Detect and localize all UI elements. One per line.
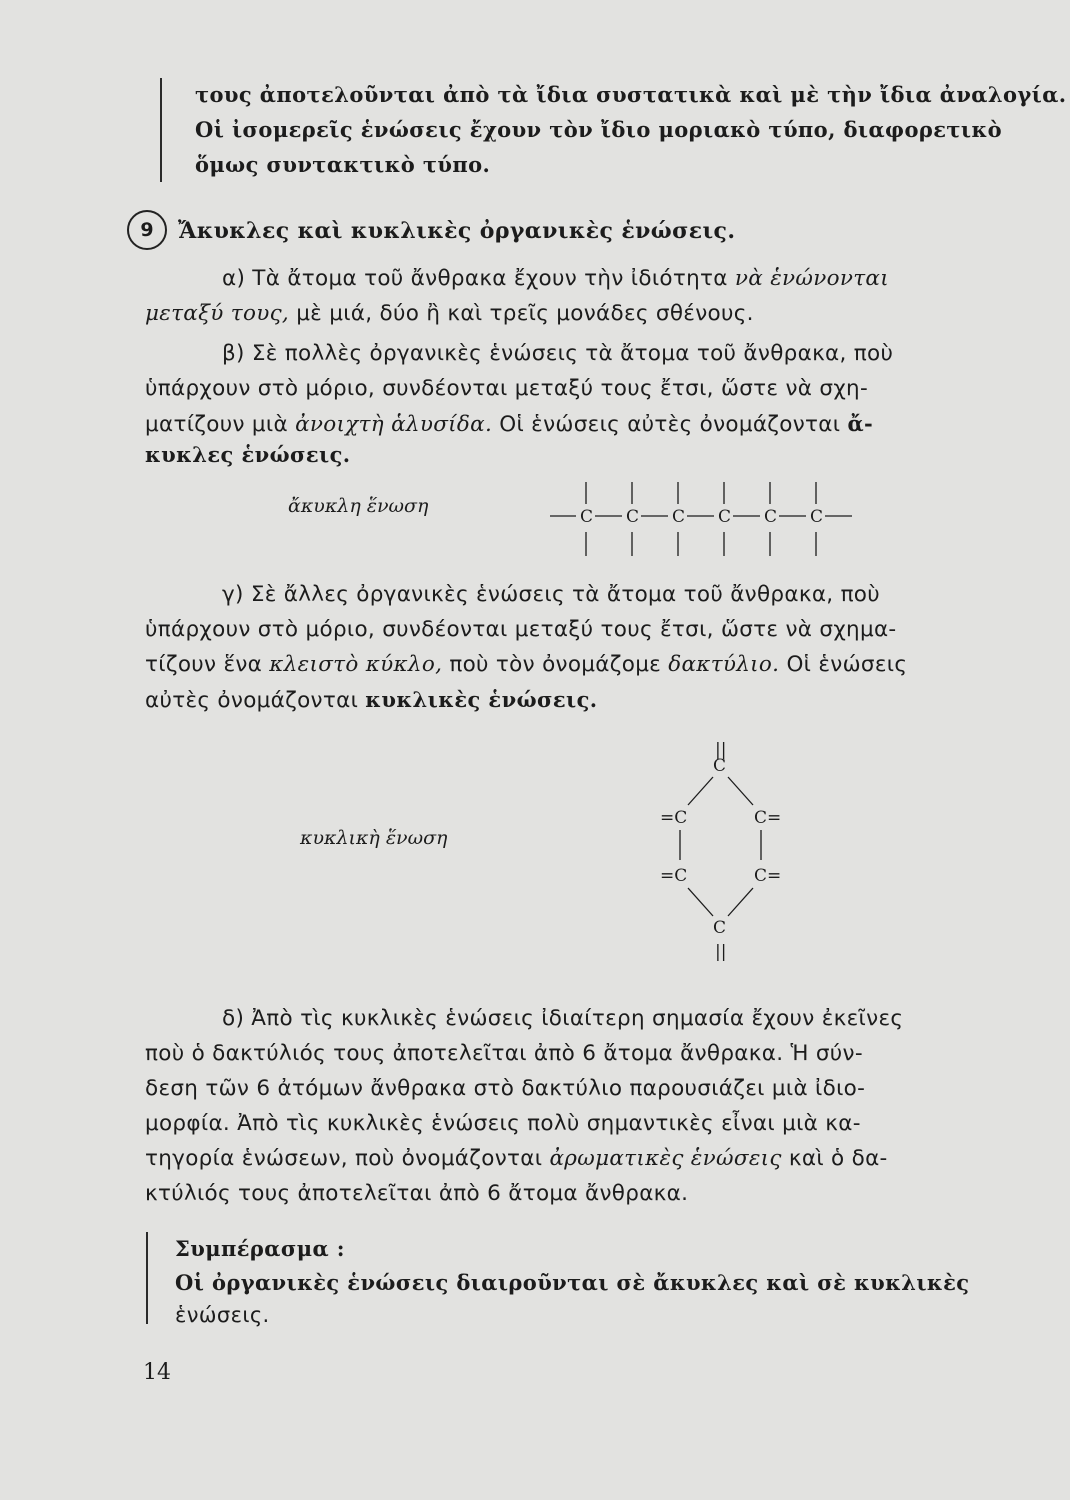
cyclic-label: κυκλικὴ ἕνωση <box>300 827 448 849</box>
top-box-line-1: τους ἀποτελοῦνται ἀπὸ τὰ ἴδια συστατικὰ καὶ μὲ τὴν ἴδια ἀναλογία. <box>195 82 1067 107</box>
acyclic-chain-diagram <box>540 470 860 565</box>
ring-bottom-double-bond: || <box>715 942 727 962</box>
para-c-italic: κλειστὸ κύκλο, <box>269 652 443 677</box>
ring-top-double-bond: || <box>715 740 727 760</box>
chain-atom-c: C <box>672 507 686 527</box>
para-d-line-1: δ) Ἀπὸ τὶς κυκλικὲς ἑνώσεις ἰδιαίτερη σημασία ἔχουν ἐκεῖνες <box>222 1006 904 1031</box>
para-c-text-4: αὐτὲς ὀνομάζονται <box>145 688 359 713</box>
chain-atom-c: C <box>810 507 824 527</box>
para-c-italic-2: δακτύλιο. <box>668 652 780 677</box>
para-a-line-1 <box>222 262 889 296</box>
ring-atom-upper-right: C= <box>754 808 782 828</box>
para-d-line-6: κτύλιός τους ἀποτελεῖται ἀπὸ 6 ἄτομα ἄνθρακα. <box>145 1181 689 1206</box>
para-c-line-4 <box>145 683 597 718</box>
ring-bond-top-right <box>728 777 753 805</box>
ring-atom-bottom: C <box>713 918 727 938</box>
para-c-line-2: ὑπάρχουν στὸ μόριο, συνδέονται μεταξύ τους ἔτσι, ὥστε νὰ σχημα- <box>145 617 897 642</box>
para-b-line-4: κυκλες ἑνώσεις. <box>145 442 351 467</box>
ring-bond-top-left <box>688 777 713 805</box>
para-a-text-2: μὲ μιά, δύο ἢ καὶ τρεῖς μονάδες σθένους. <box>296 301 754 326</box>
para-c-text-2: ποὺ τὸν ὀνομάζομε <box>449 652 662 677</box>
para-a-italic: νὰ ἑνώνονται <box>734 266 889 291</box>
para-d-italic: ἀρωματικὲς ἑνώσεις <box>549 1146 782 1171</box>
top-margin-rule <box>160 78 162 182</box>
section-title: Ἄκυκλες καὶ κυκλικὲς ὀργανικὲς ἑνώσεις. <box>178 218 736 244</box>
conclusion-heading: Συμπέρασμα : <box>175 1236 345 1261</box>
ring-atom-lower-left: =C <box>660 866 688 886</box>
para-b-text-2: Οἱ ἑνώσεις αὐτὲς ὀνομάζονται <box>499 412 841 437</box>
para-d-text: τηγορία ἑνώσεων, ποὺ ὀνομάζονται <box>145 1146 543 1171</box>
para-c-bold: κυκλικὲς ἑνώσεις. <box>365 687 598 712</box>
para-c-line-3 <box>145 648 907 682</box>
para-c-text-3: Οἱ ἑνώσεις <box>786 652 908 677</box>
para-d-line-4: μορφία. Ἀπὸ τὶς κυκλικὲς ἑνώσεις πολὺ σημαντικὲς εἶναι μιὰ κα- <box>145 1111 861 1136</box>
acyclic-label: ἄκυκλη ἕνωση <box>288 495 429 517</box>
conclusion-margin-rule <box>146 1232 148 1324</box>
chain-atom-c: C <box>764 507 778 527</box>
para-b-line-3 <box>145 407 873 442</box>
chain-atom-c: C <box>718 507 732 527</box>
ring-atom-upper-left: =C <box>660 808 688 828</box>
para-b-text: ματίζουν μιὰ <box>145 412 288 437</box>
ring-atom-top: C <box>713 756 727 776</box>
para-d-line-3: δεση τῶν 6 ἀτόμων ἄνθρακα στὸ δακτύλιο παρουσιάζει μιὰ ἰδιο- <box>145 1076 866 1101</box>
chain-atom-c: C <box>626 507 640 527</box>
para-b-line-2: ὑπάρχουν στὸ μόριο, συνδέονται μεταξύ τους ἔτσι, ὥστε νὰ σχη- <box>145 376 869 401</box>
chain-atom-c: C <box>580 507 594 527</box>
para-b-bold: ἄ- <box>847 411 874 436</box>
para-d-text-2: καὶ ὁ δα- <box>788 1146 888 1171</box>
para-b-italic: ἀνοιχτὴ ἁλυσίδα. <box>295 412 493 437</box>
ring-bond-bottom-left <box>688 888 713 916</box>
conclusion-line-2: ἑνώσεις. <box>175 1303 270 1327</box>
top-box-line-2: Οἱ ἰσομερεῖς ἑνώσεις ἔχουν τὸν ἴδιο μοριακὸ τύπο, διαφορετικὸ <box>195 117 1003 142</box>
section-number-badge: 9 <box>127 210 167 250</box>
ring-atom-lower-right: C= <box>754 866 782 886</box>
para-c-line-1: γ) Σὲ ἄλλες ὀργανικὲς ἑνώσεις τὰ ἄτομα τοῦ ἄνθρακα, ποὺ <box>222 582 881 607</box>
ring-bond-bottom-right <box>728 888 753 916</box>
page-number: 14 <box>143 1360 171 1385</box>
para-d-line-2: ποὺ ὁ δακτύλιός τους ἀποτελεῖται ἀπὸ 6 ἄτομα ἄνθρακα. Ἡ σύν- <box>145 1041 863 1066</box>
para-d-line-5 <box>145 1142 888 1176</box>
top-box-line-3: ὅμως συντακτικὸ τύπο. <box>195 152 491 177</box>
cyclic-ring-diagram <box>640 725 820 995</box>
para-c-text: τίζουν ἕνα <box>145 652 263 677</box>
para-b-line-1: β) Σὲ πολλὲς ὀργανικὲς ἑνώσεις τὰ ἄτομα τοῦ ἄνθρακα, ποὺ <box>222 341 894 366</box>
para-a-text: α) Τὰ ἄτομα τοῦ ἄνθρακα ἔχουν τὴν ἰδιότητα <box>222 266 728 291</box>
conclusion-line-1: Οἱ ὀργανικὲς ἑνώσεις διαιροῦνται σὲ ἄκυκλες καὶ σὲ κυκλικὲς <box>175 1270 970 1295</box>
para-a-line-2 <box>145 297 754 331</box>
para-a-italic-2: μεταξύ τους, <box>145 301 290 326</box>
